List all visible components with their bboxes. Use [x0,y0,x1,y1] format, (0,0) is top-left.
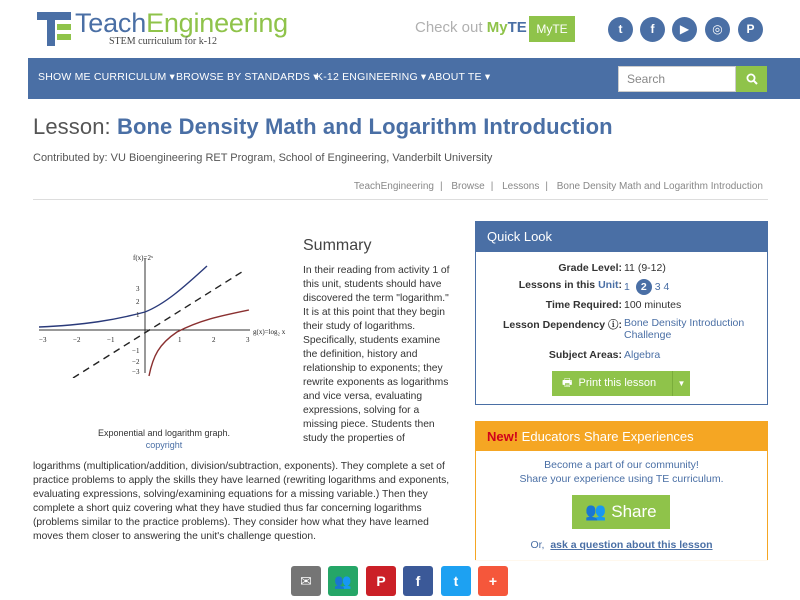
print-lesson-button[interactable]: 🖶 Print this lesson ▼ [552,371,690,396]
x-tick: 1 [178,336,182,344]
time-required-value: 100 minutes [624,299,682,311]
share-button[interactable]: 👥 Share [572,495,670,529]
unit-lessons [624,279,669,295]
nav-browse-by-standards[interactable]: BROWSE BY STANDARDS ▾ [176,71,319,83]
instagram-icon[interactable]: ◎ [705,17,730,42]
te-logo-icon [37,10,71,46]
info-icon[interactable]: ⓘ [608,319,619,331]
google-classroom-icon[interactable]: 👥 [328,566,358,596]
community-text: Become a part of our community! [544,459,699,471]
grade-level-label: Grade Level: [558,262,622,274]
floating-share-bar [0,560,800,600]
breadcrumb: TeachEngineering | Browse | Lessons | Bone Density Math and Logarithm Introduction [353,181,763,192]
email-icon[interactable]: ✉ [291,566,321,596]
subject-areas-label: Subject Areas: [548,349,622,361]
facebook-share-icon[interactable]: f [403,566,433,596]
twitter-share-icon[interactable]: t [441,566,471,596]
quick-look-heading: Quick Look [476,222,767,252]
summary-text-column: In their reading from activity 1 of this unit, students should have discovered the term "logarithm." It is at this point that they begin their study of logarithms. Specifically, students examine the definition, history and relationship to exponents; they rewrite exponents as logarithms and vice versa, evaluating expressions, solving for a missing piece. Students then study the properties of [303,265,450,444]
unit-lesson-3[interactable]: 3 [654,281,661,293]
x-tick: −3 [39,336,47,344]
printer-icon: 🖶 [562,377,573,389]
time-required-label: Time Required: [545,299,622,311]
quick-look-panel [475,221,768,405]
unit-lesson-1[interactable]: 1 [624,281,630,293]
logo-tagline: STEM curriculum for k-12 [109,36,218,47]
exponential-log-graph[interactable] [35,248,293,378]
nav-k12-engineering[interactable]: K-12 ENGINEERING ▾ [316,71,427,83]
grade-level-value: 11 (9-12) [624,262,666,274]
site-header [0,0,800,58]
figure-copyright-link[interactable]: copyright [145,440,183,450]
gx-label: g(x)=log₂ x [253,328,286,336]
x-tick: 2 [212,336,216,344]
logo-engineering: Engineering [146,8,288,38]
breadcrumb-current: Bone Density Math and Logarithm Introduction [556,181,763,192]
search-icon [746,73,758,85]
lesson-dependency-link[interactable]: Bone Density Introduction Challenge [624,317,745,341]
search-input[interactable] [618,66,736,92]
unit-link[interactable]: Unit [598,279,619,291]
y-tick: −2 [132,358,140,366]
checkout-myte-text[interactable]: Check out MyTE [415,19,527,36]
unit-lesson-4[interactable]: 4 [663,281,670,293]
lesson-dependency-label: Lesson Dependency ⓘ: [502,319,622,331]
y-tick: 1 [136,311,140,319]
myte-button[interactable]: MyTE [529,16,575,42]
ask-question-line: Or, ask a question about this lesson [530,539,713,551]
search-button[interactable] [736,66,767,92]
pinterest-icon[interactable]: P [738,17,763,42]
x-tick: −1 [107,336,115,344]
pinterest-share-icon[interactable]: P [366,566,396,596]
breadcrumb-teachengineering[interactable]: TeachEngineering [353,181,434,192]
summary-heading: Summary [303,237,372,254]
x-tick: −2 [73,336,81,344]
fx-label: f(x)=2ˣ [133,254,153,262]
unit-lesson-2-current: 2 [636,279,652,295]
y-tick: −3 [132,368,140,376]
main-nav [28,58,800,99]
share-experience-text: Share your experience using TE curriculum. [519,473,724,485]
subject-area-link[interactable]: Algebra [624,349,661,361]
users-icon: 👥 [585,502,607,521]
contributed-by: Contributed by: VU Bioengineering RET Program, School of Engineering, Vanderbilt University [33,152,493,164]
educators-heading: New! Educators Share Experiences [476,422,767,451]
nav-show-me-curriculum[interactable]: SHOW ME CURRICULUM ▾ [38,71,176,83]
lessons-in-unit-label: Lessons in this Unit: [518,279,622,291]
summary-text-full: logarithms (multiplication/addition, division/subtraction, exponents). They complete a set of practice problems to apply the skills they have learned (rewriting logarithms and exponents, evaluating expressions, solving/examining equations for a missing variable.) Then they complete a short quiz covering what they have studied thus far concerning logarithms (problems similar to the practice problems). They consider how what they have learned moves them closer to answering the unit's challenge question. [33,461,450,542]
youtube-icon[interactable]: ▶ [672,17,697,42]
teachengineering-logo[interactable] [37,10,288,47]
educators-share-panel [475,421,768,561]
facebook-icon[interactable]: f [640,17,665,42]
x-tick: 3 [246,336,250,344]
twitter-icon[interactable]: t [608,17,633,42]
breadcrumb-browse[interactable]: Browse [451,181,485,192]
divider [33,199,768,200]
ask-question-link[interactable]: ask a question about this lesson [550,539,713,551]
breadcrumb-lessons[interactable]: Lessons [502,181,540,192]
chevron-down-icon[interactable]: ▼ [672,371,690,396]
y-tick: 3 [136,285,140,293]
nav-about-te[interactable]: ABOUT TE ▾ [428,71,491,83]
page-title: Lesson: Bone Density Math and Logarithm Introduction [33,114,613,139]
figure-caption: Exponential and logarithm graph. [97,428,231,438]
y-tick: 2 [136,298,140,306]
more-share-icon[interactable]: + [478,566,508,596]
logo-teach: Teach [75,8,147,38]
y-tick: −1 [132,347,140,355]
